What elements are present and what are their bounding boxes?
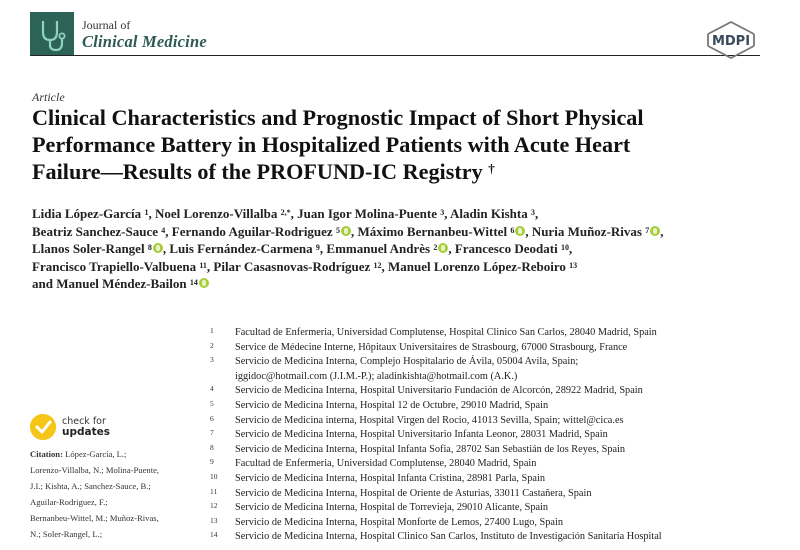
author-name[interactable]: Máximo Bernanbeu-Wittel xyxy=(357,223,508,239)
author-name[interactable]: Nuria Muñoz-Rivas xyxy=(531,223,642,239)
author-name[interactable]: Francisco Trapiello-Valbuena xyxy=(32,258,197,274)
affiliation-item: 3 Servicio de Medicina Interna, Complejo Hospitalario de Ávila, 05004 Avila, Spain; xyxy=(210,355,579,368)
author-connector: and xyxy=(32,276,53,292)
title-line: Clinical Characteristics and Prognostic Impact of Short Physical xyxy=(32,105,644,130)
orcid-icon[interactable] xyxy=(199,278,209,288)
citation-line: N.; Soler-Rangel, L.; xyxy=(30,529,103,539)
citation-line: Lorenzo-Villalba, N.; Molina-Puente, xyxy=(30,465,160,475)
check-for-updates-badge[interactable] xyxy=(30,414,150,444)
author-name[interactable]: Lidia López-García xyxy=(32,206,142,221)
affiliation-item: 4 Servicio de Medicina Interna, Hospital Universitario Fundación de Alcorcón, 28922 Madrid, Spain xyxy=(210,384,643,397)
orcid-icon[interactable] xyxy=(438,243,448,253)
title-line: Performance Battery in Hospitalized Patients with Acute Heart xyxy=(32,132,631,157)
orcid-icon[interactable] xyxy=(515,226,525,236)
affiliation-item: 11 Servicio de Medicina Interna, Hospital de Oriente de Asturias, 33011 Castañera, Spain xyxy=(210,486,592,499)
author-name[interactable]: Manuel Méndez-Bailon xyxy=(56,276,187,292)
orcid-icon[interactable] xyxy=(153,243,163,253)
affiliation-item: 8 Servicio de Medicina Interna, Hospital Infanta Sofia, 28702 San Sebastián de los Reyes, Spain xyxy=(210,442,626,455)
citation-label: Citation: xyxy=(30,449,63,459)
author-name[interactable]: Manuel Lorenzo López-Reboiro xyxy=(388,258,566,274)
check-for-label: check for xyxy=(62,416,106,427)
affiliation-emails[interactable]: iggidoc@hotmail.com (J.I.M.-P.); aladinkishta@hotmail.com (A.K.) xyxy=(235,370,518,382)
author-name[interactable]: Pilar Casasnovas-Rodríguez xyxy=(213,258,371,274)
author-name[interactable]: Fernando Aguilar-Rodriguez xyxy=(171,223,333,239)
mdpi-logo xyxy=(702,20,760,60)
affiliation-item: 5 Servicio de Medicina Interna, Hospital 12 de Octubre, 29010 Madrid, Spain xyxy=(210,398,549,411)
author-name[interactable]: Francesco Deodati xyxy=(454,241,558,257)
citation-line: Bernanbeu-Wittel, M.; Muñoz-Rivas, xyxy=(30,513,159,523)
affiliation-item: 6 Servicio de Medicina interna, Hospital Virgen del Rocio, 41013 Sevilla, Spain; wittel@cica.es xyxy=(210,413,624,426)
citation-line: Aguilar-Rodriguez, F.; xyxy=(30,497,108,507)
affiliation-item: 1 Facultad de Enfermeria, Universidad Complutense, Hospital Clinico San Carlos, 28040 Madrid, Spain xyxy=(210,326,657,338)
article-type: Article xyxy=(32,90,65,104)
header-rule xyxy=(30,55,680,56)
affiliation-item: 7 Servicio de Medicina Interna, Hospital Universitario Infanta Leonor, 28031 Madrid, Spain xyxy=(210,428,608,441)
article-title xyxy=(32,104,772,185)
author-list: Lidia López-García $^1$, Noel Lorenzo-Villalba $^{2,*}$, Juan Igor Molina-Puente $^3$, Aladin Kishta $^3$, Beatriz Sanchez-Sauce $^4$, Fernando Aguilar-Rodriguez $^5$ , Máximo Bernanbeu-Wittel $^6$ , Nuria Muñoz-Rivas $^7$ , Llanos Soler-Rangel $^8$ , Luis Fernández-Carmena $^9$, Emmanuel Andrès $^2$ , Francesco Deodati $^{10}$, Francisco Trapiello-Valbuena $^{11}$, Pilar Casasnovas-Rodríguez $^{12}$, Manuel Lorenzo López-Reboiro $^{13}$ and Manuel Méndez-Bailon $^{14}$ xyxy=(32,206,664,292)
affiliation-item: 9 Facultad de Enfermeria, Universidad Complutense, 28040 Madrid, Spain xyxy=(210,457,537,470)
checkmark-icon xyxy=(30,414,56,440)
affiliation-item: 13 Servicio de Medicina Interna, Hospital Monforte de Lemos, 27400 Lugo, Spain xyxy=(210,515,563,528)
author-name[interactable]: Noel Lorenzo-Villalba xyxy=(154,206,278,221)
title-line: Failure—Results of the PROFUND-IC Registry † xyxy=(32,159,495,184)
updates-label: updates xyxy=(62,426,110,438)
author-name[interactable]: Luis Fernández-Carmena xyxy=(169,241,313,257)
stethoscope-icon xyxy=(30,12,74,56)
author-name[interactable]: Emmanuel Andrès xyxy=(326,241,431,257)
orcid-icon[interactable] xyxy=(341,226,351,236)
affiliation-item: 2 Service de Médecine Interne, Hôpitaux Universitaires de Strasbourg, 67000 Strasbourg, France xyxy=(210,340,628,353)
author-name[interactable]: Beatriz Sanchez-Sauce xyxy=(32,223,159,239)
citation-line: J.I.; Kishta, A.; Sanchez-Sauce, B.; xyxy=(30,481,151,491)
journal-name xyxy=(82,18,207,52)
affiliation-list xyxy=(210,326,800,545)
orcid-icon[interactable] xyxy=(650,226,660,236)
journal-header xyxy=(30,12,760,68)
dagger-mark: † xyxy=(488,161,495,176)
author-name[interactable]: Aladin Kishta xyxy=(450,206,528,221)
author-name[interactable]: Juan Igor Molina-Puente xyxy=(297,206,437,221)
journal-title: Clinical Medicine xyxy=(82,32,207,51)
affiliation-item: 14 Servicio de Medicina Interna, Hospital Clinico San Carlos, Instituto de Investigación Sanitaria Hospital xyxy=(210,530,662,543)
affiliation-item: 12 Servicio de Medicina Interna, Hospital de Torrevieja, 29010 Alicante, Spain xyxy=(210,501,549,514)
author-name[interactable]: Llanos Soler-Rangel xyxy=(32,241,145,257)
mdpi-text: MDPI xyxy=(711,34,751,49)
affiliation-item: 10 Servicio de Medicina Interna, Hospital Infanta Cristina, 28981 Parla, Spain xyxy=(210,471,545,484)
citation-block: Citation: López-García, L.; Lorenzo-Villalba, N.; Molina-Puente, J.I.; Kishta, A.; Sanchez-Sauce, B.; Aguilar-Rodriguez, F.; Bernanbeu-Wittel, M.; Muñoz-Rivas, N.; Soler-Rangel, L.; xyxy=(30,446,200,542)
journal-of-label: Journal of xyxy=(82,18,131,32)
